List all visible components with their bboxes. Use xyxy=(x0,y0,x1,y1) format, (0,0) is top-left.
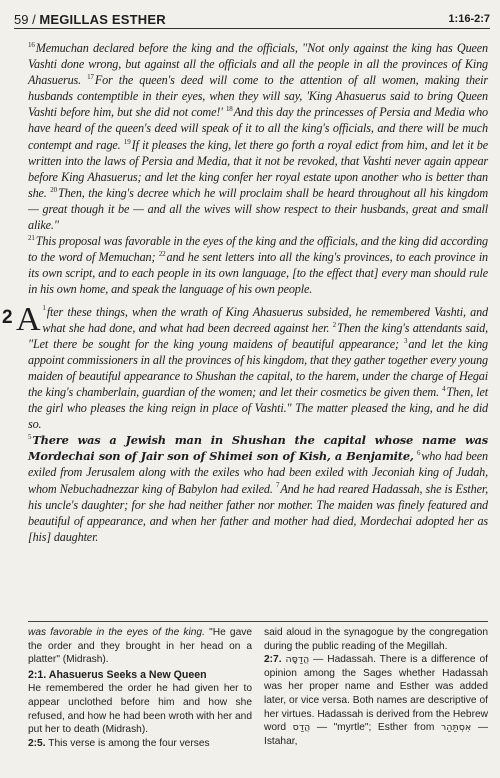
verse-number: 18 xyxy=(225,105,233,114)
verse-number: 2 xyxy=(332,320,336,329)
header-separator: / xyxy=(28,12,40,27)
verse-text: and he sent letters into all the king's provinces, to each province in its own script, and to each people in its own language, [to the effect that] every man should rule in his own home, and speak the language of his own people. xyxy=(28,250,488,297)
hebrew-word: הֲדַס xyxy=(292,722,311,734)
verse-number: 7 xyxy=(275,481,280,490)
commentary-text: He remembered the order he had given her to appear unclothed before him and how she refused, and how he had been wroth with her and put her to death (Midrash). xyxy=(28,683,252,736)
commentary-left-column xyxy=(28,626,252,750)
verse-number: 3 xyxy=(404,336,408,345)
verse-text: And this day the princesses of Persia and Media who have heard of the queen's deed will speak of it to all the king's officials, and there will be much contempt and rage. xyxy=(28,105,488,152)
translation-text xyxy=(2,40,489,545)
commentary-text: "He gave the order and they brought in her head on a platter" (Midrash). xyxy=(28,627,252,666)
verse-text: If it pleases the king, let there go forth a royal edict from him, and let it be written into the laws of Persia and Media, that it not be revoked, that Vashti never again appear before King Ahasuerus; and let the king confer her royal estate upon another who is better than she. xyxy=(28,137,488,200)
verse-text: And he had reared Hadassah, she is Esther, his uncle's daughter; for she had neither father nor mother. The maiden was finely featured and beautiful of appearance, and when her father and mother had died, Mordechai adopted her as [his] daughter. xyxy=(28,481,488,544)
verse-text: Then, let the girl who pleases the king reign in place of Vashti." The matter pleased the king, and he did so. xyxy=(28,384,488,432)
chapter-2-paragraph xyxy=(28,432,488,545)
commentary-heading: 2:1. Ahasuerus Seeks a New Queen xyxy=(28,668,207,681)
hebrew-word: הֲדַסָּה xyxy=(285,654,310,666)
commentary-paragraph xyxy=(28,626,252,667)
header-rule xyxy=(14,28,490,29)
verse-text: fter these things, when the wrath of King Ahasuerus subsided, he remembered Vashti, and what she had done, and what had been decreed against her. xyxy=(42,304,488,335)
book-title: MEGILLAS ESTHER xyxy=(39,12,166,27)
chapter-number: 2 xyxy=(2,306,13,328)
verse-number: 1 xyxy=(42,304,46,313)
verse-text: who had been exiled from Jerusalem along with the exiles who had been exiled with Jeconiah king of Judah, whom Nebuchadnezzar king of Babylon had exiled. xyxy=(28,449,488,496)
commentary-paragraph xyxy=(264,653,488,748)
commentary-right-column xyxy=(264,626,488,748)
commentary-paragraph xyxy=(28,737,252,751)
commentary-text: This verse is among the four verses xyxy=(48,737,210,749)
verse-number: 16 xyxy=(28,40,35,49)
verse-range: 1:16-2:7 xyxy=(448,13,490,25)
verse-number: 22 xyxy=(158,250,166,259)
bold-verse-text: There was a Jewish man in Shushan the capital whose name was Mordechai son of Jair son of Shimei son of Kish, a Benjamite, xyxy=(28,433,488,464)
verse-text: Then the king's attendants said, "Let there be sought for the king young maidens of beautiful appearance; xyxy=(28,320,488,351)
chapter-2-paragraph xyxy=(16,300,489,433)
verse-number: 5 xyxy=(28,433,32,442)
commentary-italic: was favorable in the eyes of the king. xyxy=(28,627,205,638)
verse-text: Then, the king's decree which he will proclaim shall be heard throughout all his kingdom — great though it be — and all the wives will show respect to their husbands, great and small alike." xyxy=(28,185,488,233)
verse-text: This proposal was favorable in the eyes of the king and the officials, and the king did according to the word of Memuchan; xyxy=(28,234,488,265)
verse-number: 4 xyxy=(442,384,446,393)
drop-cap: A xyxy=(16,300,41,338)
commentary-text: — Hadassah. There is a difference of opinion among the Sages whether Hadassah was her proper name and Esther was added later, or vice versa. Both names are descriptive of her virtues. Hadassah is derived from the Hebrew word xyxy=(264,654,488,734)
chapter-1-paragraph xyxy=(28,233,488,297)
chapter-1-paragraph xyxy=(28,40,488,233)
hebrew-word: אִסְתַּהַר xyxy=(440,722,472,734)
commentary-text: — "myrtle"; Esther from xyxy=(316,722,435,734)
verse-text: and let the king appoint commissioners in all the provinces of his kingdom, that they gather together every young maiden of beautiful appearance to Shushan the capital, to the harem, under the charge of Hegai the king's chamberlain, guardian of the women; and let their cosmetics be given them. xyxy=(28,336,489,399)
commentary-text: said aloud in the synagogue by the congregation during the public reading of the Megillah. xyxy=(264,627,488,652)
commentary-text: — Istahar, xyxy=(264,722,488,747)
verse-number: 19 xyxy=(123,137,131,146)
verse-number: 21 xyxy=(28,234,35,243)
verse-number: 20 xyxy=(50,185,57,194)
verse-text: Memuchan declared before the king and the officials, "Not only against the king has Queen Vashti done wrong, but against all the officials and all the people in all the provinces of King Ahasuerus. xyxy=(28,41,488,88)
running-header xyxy=(14,12,490,26)
chapter-2-block xyxy=(2,300,489,545)
verse-number: 17 xyxy=(87,73,94,82)
verse-number: 6 xyxy=(416,449,421,458)
verse-reference: 2:5. xyxy=(28,737,46,749)
header-left xyxy=(14,12,166,27)
verse-text: For the queen's deed will come to the attention of all women, making their husbands contemptible in their eyes, when they will say, 'King Ahasuerus said to bring Queen Vashti before him, but she did not come!' xyxy=(28,73,488,120)
page-number: 59 xyxy=(14,12,29,27)
commentary-rule xyxy=(28,621,488,622)
verse-reference: 2:7. xyxy=(264,654,282,666)
